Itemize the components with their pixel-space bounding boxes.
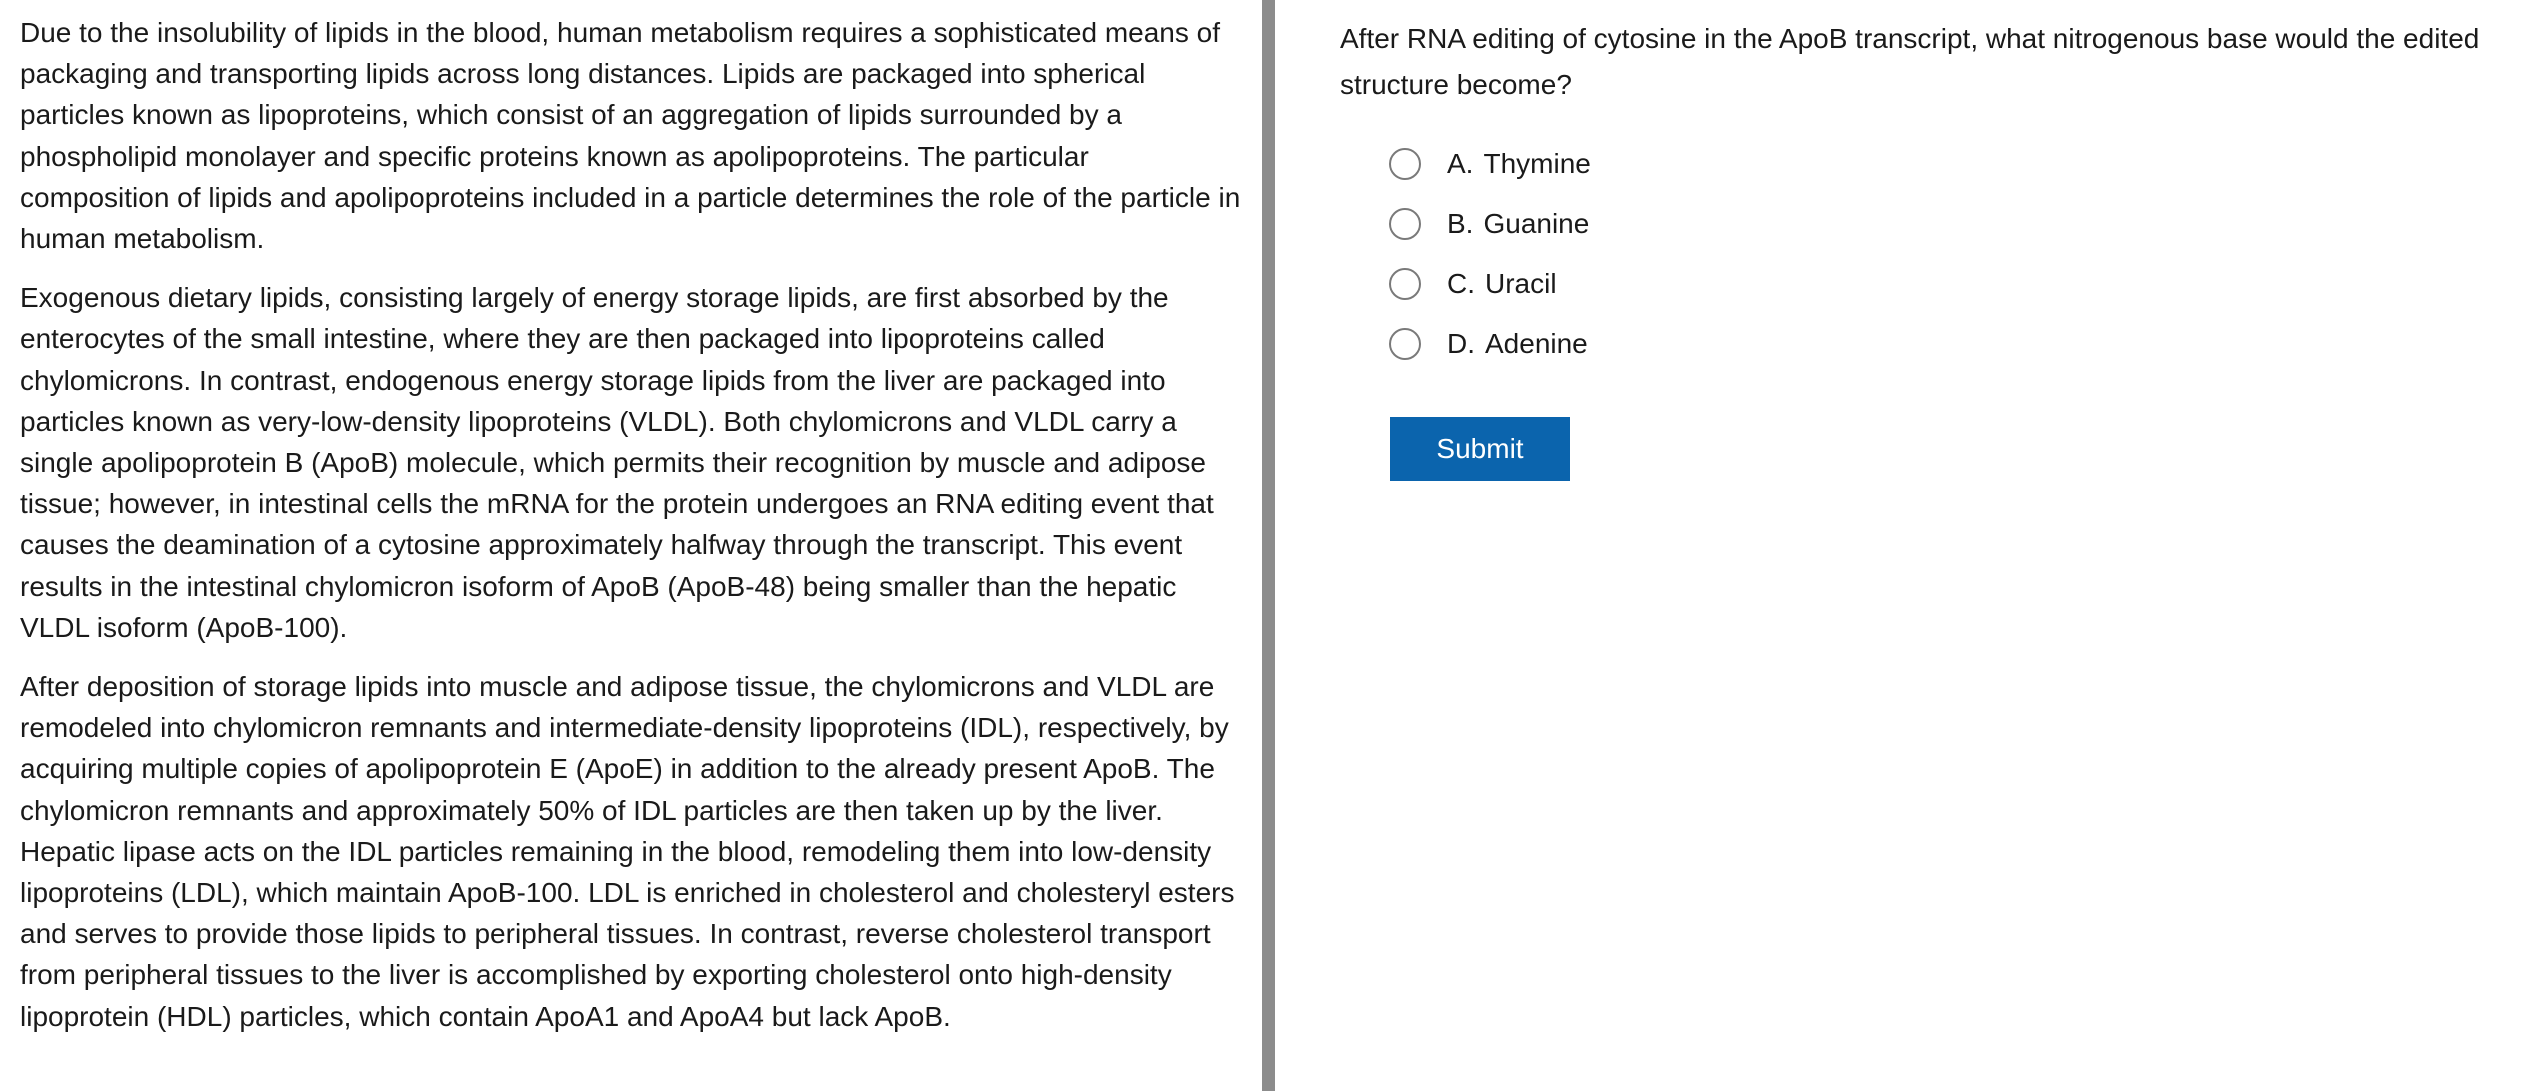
passage-paragraph-1: Due to the insolubility of lipids in the blood, human metabolism requires a sophisticated means of packaging and transporting lipids across long distances. Lipids are packaged into spherical particles known as lipoproteins, which consist of an aggregation of lipids surrounded by a phospholipid monolayer and specific proteins known as apolipoproteins. The particular composition of lipids and apolipoproteins included in a particle determines the role of the particle in human metabolism. [20,17,1241,255]
choice-text: Guanine [1483,208,1590,239]
answer-choice-b[interactable] [1389,194,2517,254]
radio-button-d[interactable] [1389,328,1421,360]
question-pane [1275,0,2537,1091]
choice-text: Adenine [1485,328,1588,359]
choice-letter: D. [1447,328,1475,359]
choice-text: Uracil [1485,268,1557,299]
answer-choice-a[interactable] [1389,134,2517,194]
submit-button[interactable]: Submit [1390,417,1570,481]
radio-button-b[interactable] [1389,208,1421,240]
choice-letter: C. [1447,268,1475,299]
passage-paragraph-3: After deposition of storage lipids into muscle and adipose tissue, the chylomicrons and VLDL are remodeled into chylomicron remnants and intermediate-density lipoproteins (IDL), respectively, by acquiring multiple copies of apolipoprotein E (ApoE) in addition to the already present ApoB. The chylomicron remnants and approximately 50% of IDL particles are then taken up by the liver. Hepatic lipase acts on the IDL particles remaining in the blood, remodeling them into low-density lipoproteins (LDL), which maintain ApoB-100. LDL is enriched in cholesterol and cholesteryl esters and serves to provide those lipids to peripheral tissues. In contrast, reverse cholesterol transport from peripheral tissues to the liver is accomplished by exporting cholesterol onto high-density lipoprotein (HDL) particles, which contain ApoA1 and ApoA4 but lack ApoB. [20,671,1235,1032]
passage-paragraph-2: Exogenous dietary lipids, consisting largely of energy storage lipids, are first absorbed by the enterocytes of the small intestine, where they are then packaged into lipoproteins called chylomicrons. In contrast, endogenous energy storage lipids from the liver are packaged into particles known as very-low-density lipoproteins (VLDL). Both chylomicrons and VLDL carry a single apolipoprotein B (ApoB) molecule, which permits their recognition by muscle and adipose tissue; however, in intestinal cells the mRNA for the protein undergoes an RNA editing event that causes the deamination of a cytosine approximately halfway through the transcript. This event results in the intestinal chylomicron isoform of ApoB (ApoB-48) being smaller than the hepatic VLDL isoform (ApoB-100). [20,282,1214,643]
answer-choice-d[interactable] [1389,314,2517,374]
passage-pane [0,0,1262,1091]
answer-choices [1340,134,2517,374]
choice-text: Thymine [1483,148,1591,179]
choice-letter: B. [1447,208,1474,239]
radio-button-c[interactable] [1389,268,1421,300]
question-stem: After RNA editing of cytosine in the ApoB transcript, what nitrogenous base would the edited structure become? [1340,23,2480,100]
radio-button-a[interactable] [1389,148,1421,180]
pane-divider[interactable] [1262,0,1275,1091]
choice-letter: A. [1447,148,1474,179]
answer-choice-c[interactable] [1389,254,2517,314]
